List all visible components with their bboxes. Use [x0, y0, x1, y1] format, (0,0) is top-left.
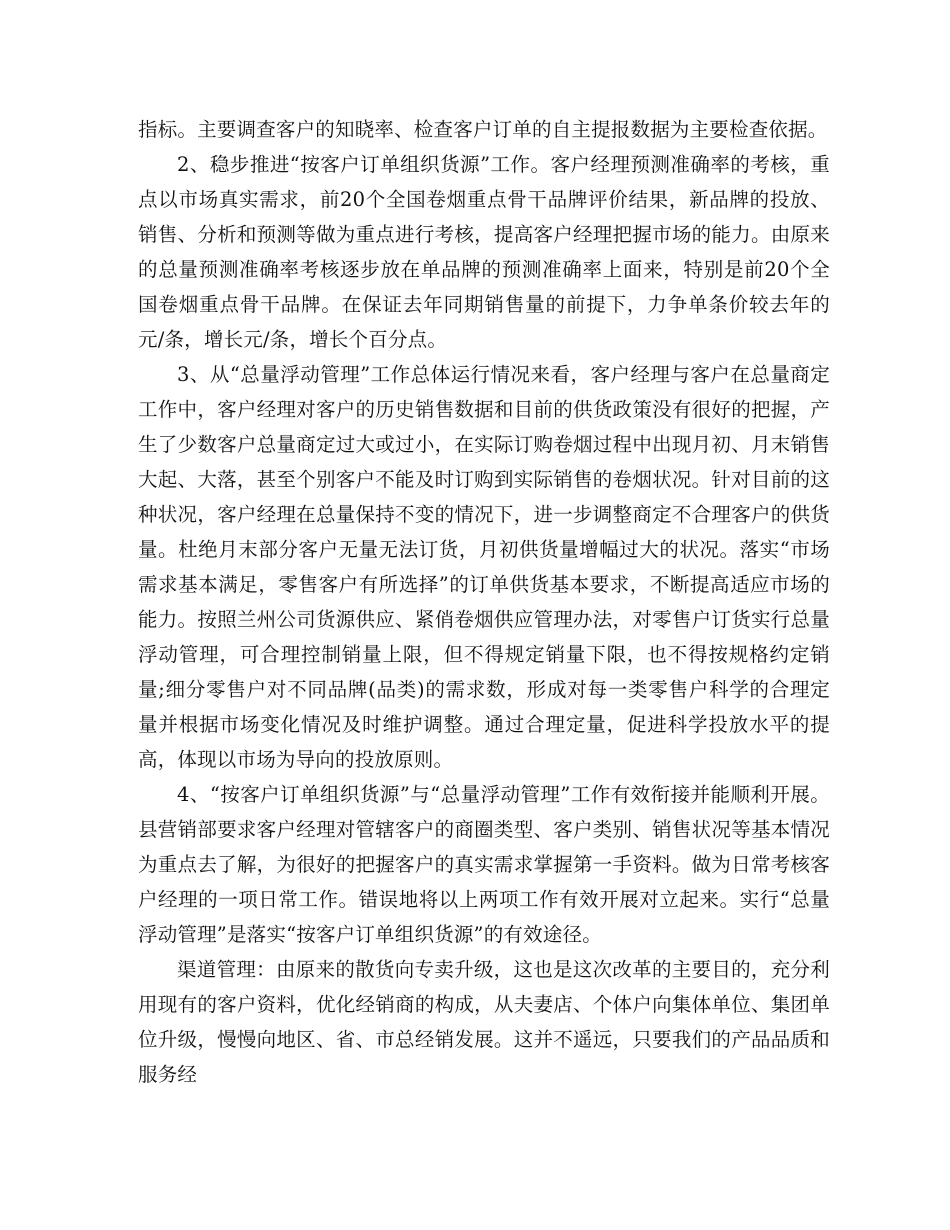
paragraph-4: 4、“按客户订单组织货源”与“总量浮动管理”工作有效衔接并能顺利开展。县营销部要求客户经理对管辖客户的商圈类型、客户类别、销售状况等基本情况为重点去了解，为很好的把握客户的真实需求掌握第一手资料。做为日常考核客户经理的一项日常工作。错误地将以上两项工作有效开展对立起来。实行“总量浮动管理”是落实“按客户订单组织货源”的有效途径。	[138, 783, 830, 946]
paragraph-5: 渠道管理：由原来的散货向专卖升级，这也是这次改革的主要目的，充分利用现有的客户资料，优化经销商的构成，从夫妻店、个体户向集体单位、集团单位升级，慢慢向地区、省、市总经销发展。这并不遥远，只要我们的产品品质和服务经	[138, 958, 830, 1086]
paragraph-2: 2、稳步推进“按客户订单组织货源”工作。客户经理预测准确率的考核，重点以市场真实需求，前20个全国卷烟重点骨干品牌评价结果，新品牌的投放、销售、分析和预测等做为重点进行考核，提高客户经理把握市场的能力。由原来的总量预测准确率考核逐步放在单品牌的预测准确率上面来，特别是前20个全国卷烟重点骨干品牌。在保证去年同期销售量的前提下，力争单条价较去年的元/条，增长元/条，增长个百分点。	[138, 153, 830, 351]
paragraph-1: 指标。主要调查客户的知晓率、检查客户订单的自主提报数据为主要检查依据。	[138, 118, 828, 141]
paragraph-3: 3、从“总量浮动管理”工作总体运行情况来看，客户经理与客户在总量商定工作中，客户经理对客户的历史销售数据和目前的供货政策没有很好的把握，产生了少数客户总量商定过大或过小，在实际订购卷烟过程中出现月初、月末销售大起、大落，甚至个别客户不能及时订购到实际销售的卷烟状况。针对目前的这种状况，客户经理在总量保持不变的情况下，进一步调整商定不合理客户的供货量。杜绝月末部分客户无量无法订货，月初供货量增幅过大的状况。落实“市场需求基本满足，零售客户有所选择”的订单供货基本要求，不断提高适应市场的能力。按照兰州公司货源供应、紧俏卷烟供应管理办法，对零售户订货实行总量浮动管理，可合理控制销量上限，但不得规定销量下限，也不得按规格约定销量;细分零售户对不同品牌(品类)的需求数，形成对每一类零售户科学的合理定量并根据市场变化情况及时维护调整。通过合理定量，促进科学投放水平的提高，体现以市场为导向的投放原则。	[138, 363, 830, 771]
document-body	[138, 112, 830, 1092]
